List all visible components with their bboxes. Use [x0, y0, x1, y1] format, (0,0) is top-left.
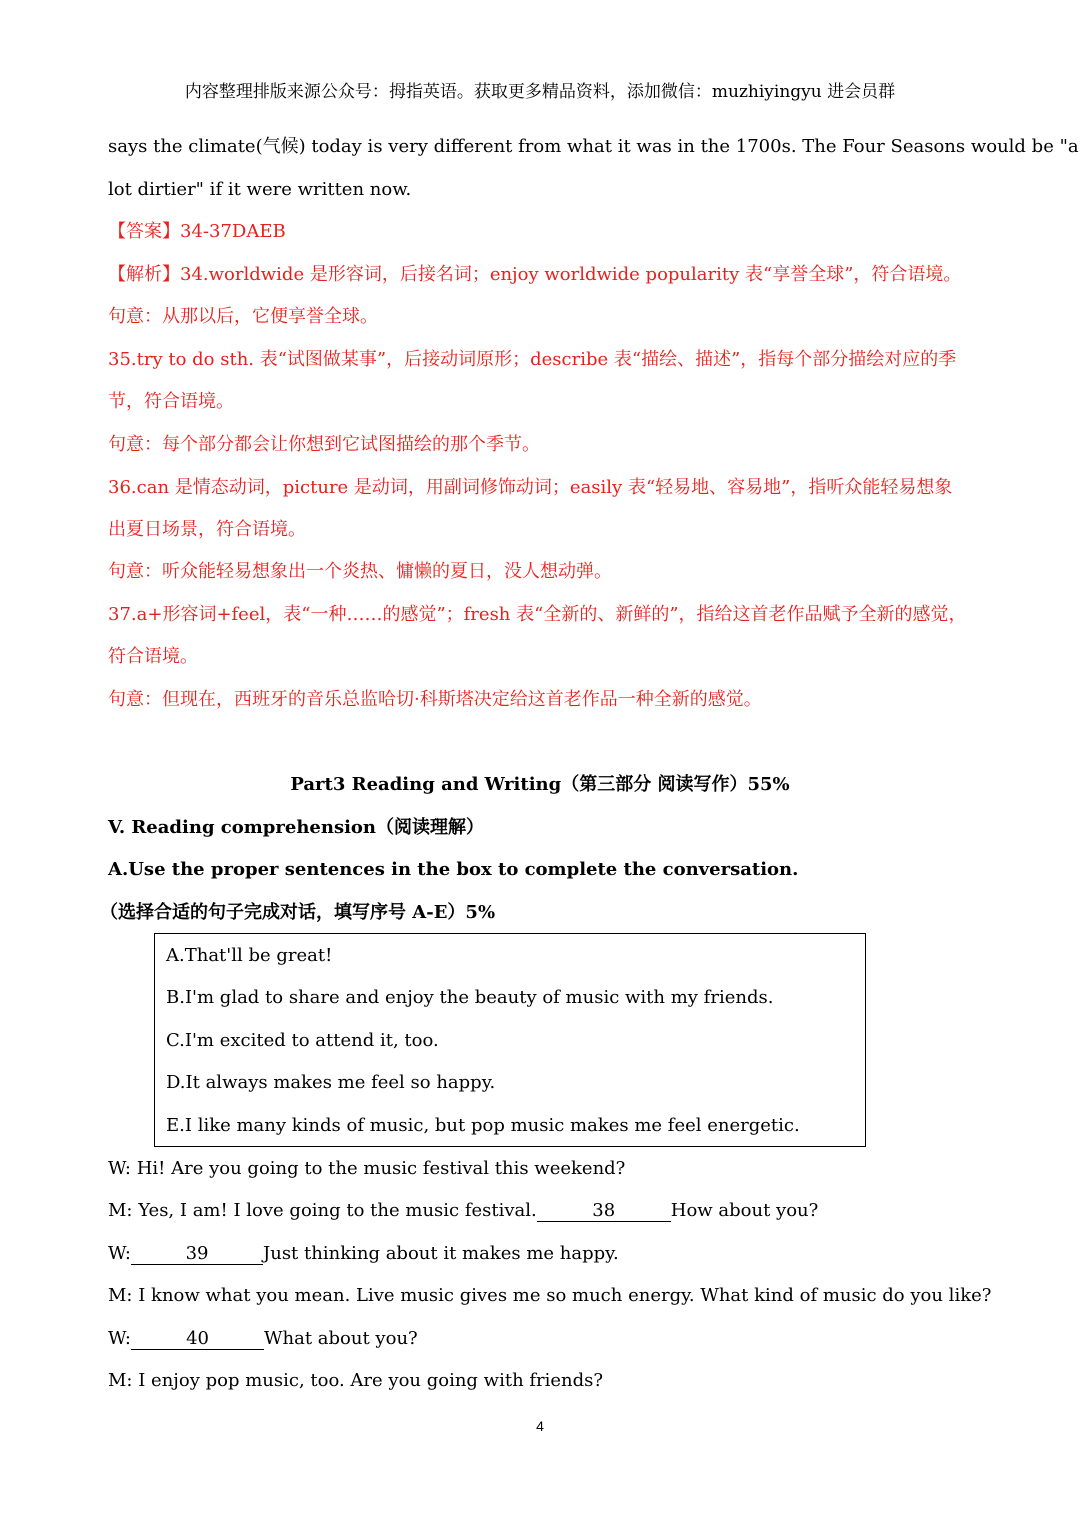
dialogue-line [108, 1199, 818, 1223]
analysis-line: 36.can 是情态动词，picture 是动词，用副词修饰动词；easily 表“轻易地、容易地”，指听众能轻易想象 [108, 477, 953, 498]
dialogue-line: W: Hi! Are you going to the music festival this weekend? [108, 1158, 626, 1179]
dialogue-text: What about you? [264, 1328, 418, 1349]
dialogue-line: M: I enjoy pop music, too. Are you going with friends? [108, 1370, 604, 1391]
answer-blank-38[interactable]: 38 [537, 1201, 671, 1222]
section-title: V. Reading comprehension（阅读理解） [108, 817, 485, 838]
option-b: B.I'm glad to share and enjoy the beauty of music with my friends. [166, 987, 774, 1008]
dialogue-line [108, 1327, 418, 1351]
instruction: A.Use the proper sentences in the box to complete the conversation. [108, 859, 799, 880]
answer-blank-39[interactable]: 39 [131, 1244, 263, 1265]
instruction-cn: （选择合适的句子完成对话，填写序号 A-E）5% [100, 902, 496, 923]
answer-key: 【答案】34-37DAEB [108, 221, 286, 242]
analysis-line: 符合语境。 [108, 646, 198, 667]
dialogue-text: W: [108, 1328, 132, 1349]
analysis-line: 句意：听众能轻易想象出一个炎热、慵懒的夏日，没人想动弹。 [108, 561, 612, 582]
dialogue-text: How about you? [670, 1200, 819, 1221]
option-d: D.It always makes me feel so happy. [166, 1072, 496, 1093]
analysis-line: 节，符合语境。 [108, 391, 234, 412]
passage-line: says the climate(气候) today is very different from what it was in the 1700s. The Four Seasons would be "a [108, 136, 1079, 157]
analysis-line: 35.try to do sth. 表“试图做某事”，后接动词原形；describe 表“描绘、描述”，指每个部分描绘对应的季 [108, 349, 957, 370]
dialogue-line [108, 1242, 619, 1266]
analysis-line: 句意：从那以后，它便享誉全球。 [108, 306, 378, 327]
page-header: 内容整理排版来源公众号：拇指英语。获取更多精品资料，添加微信：muzhiyingyu 进会员群 [184, 82, 896, 102]
answer-blank-40[interactable]: 40 [131, 1329, 264, 1350]
dialogue-text: M: Yes, I am! I love going to the music festival. [108, 1200, 537, 1221]
option-a: A.That'll be great! [166, 945, 333, 966]
analysis-line: 句意：但现在，西班牙的音乐总监哈切·科斯塔决定给这首老作品一种全新的感觉。 [108, 689, 762, 710]
analysis-line: 【解析】34.worldwide 是形容词，后接名词；enjoy worldwide popularity 表“享誉全球”，符合语境。 [108, 264, 962, 285]
page-number: 4 [536, 1418, 544, 1434]
option-e: E.I like many kinds of music, but pop music makes me feel energetic. [166, 1115, 800, 1136]
dialogue-text: W: [108, 1243, 132, 1264]
analysis-line: 37.a+形容词+feel，表“一种……的感觉”；fresh 表“全新的、新鲜的”，指给这首老作品赋予全新的感觉， [108, 604, 967, 625]
dialogue-text: Just thinking about it makes me happy. [263, 1243, 619, 1264]
passage-line: lot dirtier" if it were written now. [108, 179, 412, 200]
analysis-line: 出夏日场景，符合语境。 [108, 519, 306, 540]
analysis-line: 句意：每个部分都会让你想到它试图描绘的那个季节。 [108, 434, 540, 455]
options-box [154, 933, 866, 1147]
option-c: C.I'm excited to attend it, too. [166, 1030, 439, 1051]
part-title: Part3 Reading and Writing（第三部分 阅读写作）55% [290, 774, 790, 795]
dialogue-line: M: I know what you mean. Live music gives me so much energy. What kind of music do you like? [108, 1285, 992, 1306]
